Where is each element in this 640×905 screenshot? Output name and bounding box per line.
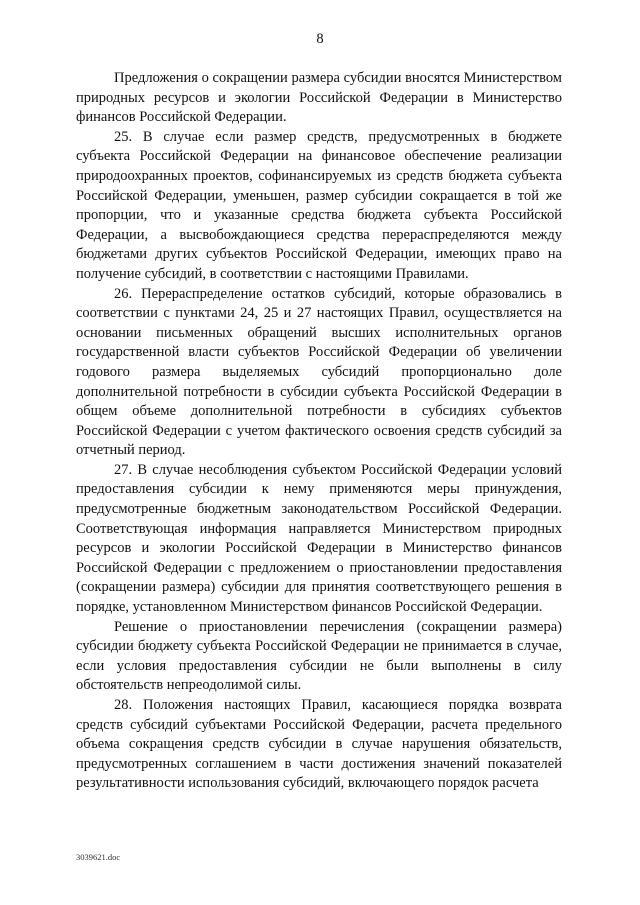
paragraph-item-27: 27. В случае несоблюдения субъектом Российской Федерации условий предоставления субсидии к нему применяются меры принуждения, предусмотренные бюджетным законодательством Российской Федерации. Соответствующая информация направляется Министерством природных ресурсов и экологии Российской Федерации в Министерство финансов Российской Федерации с предложением о приостановлении предоставления (сокращении размера) субсидии для принятия соответствующего решения в порядке, установленном Министерством финансов Российской Федерации.	[76, 461, 562, 616]
paragraph-decision: Решение о приостановлении перечисления (сокращении размера) субсидии бюджету субъекта Российской Федерации не принимается в случае, если условия предоставления субсидии не были выполнены в силу обстоятельств непреодолимой силы.	[76, 618, 562, 694]
file-name-footer: 3039621.doc	[76, 852, 121, 862]
paragraph-item-26: 26. Перераспределение остатков субсидий, которые образовались в соответствии с пунктами 24, 25 и 27 настоящих Правил, осуществляется на основании письменных обращений высших исполнительных органов государственной власти субъектов Российской Федерации об увеличении годового размера выделяемых субсидий пропорционально доле дополнительной потребности в субсидии субъекта Российской Федерации в общем объеме дополнительной потребности в субсидиях субъектов Российской Федерации с учетом фактического освоения средств субсидий за отчетный период.	[76, 285, 562, 459]
document-body	[76, 69, 562, 794]
paragraph-proposals: Предложения о сокращении размера субсидии вносятся Министерством природных ресурсов и экологии Российской Федерации в Министерство финансов Российской Федерации.	[76, 70, 562, 126]
paragraph-item-28: 28. Положения настоящих Правил, касающиеся порядка возврата средств субсидий субъектами Российской Федерации, расчета предельного объема сокращения средств субсидии в случае нарушения обязательств, предусмотренных соглашением в части достижения значений показателей результативности использования субсидий, включающего порядок расчета	[76, 697, 562, 792]
page-number: 8	[316, 31, 324, 47]
paragraph-item-25: 25. В случае если размер средств, предусмотренных в бюджете субъекта Российской Федерации на финансовое обеспечение реализации природоохранных проектов, софинансируемых из средств бюджета субъекта Российской Федерации, уменьшен, размер субсидии сокращается в той же пропорции, что и указанные средства бюджета субъекта Российской Федерации, а высвобождающиеся средства перераспределяются между бюджетами других субъектов Российской Федерации, имеющих право на получение субсидий, в соответствии с настоящими Правилами.	[76, 128, 562, 282]
